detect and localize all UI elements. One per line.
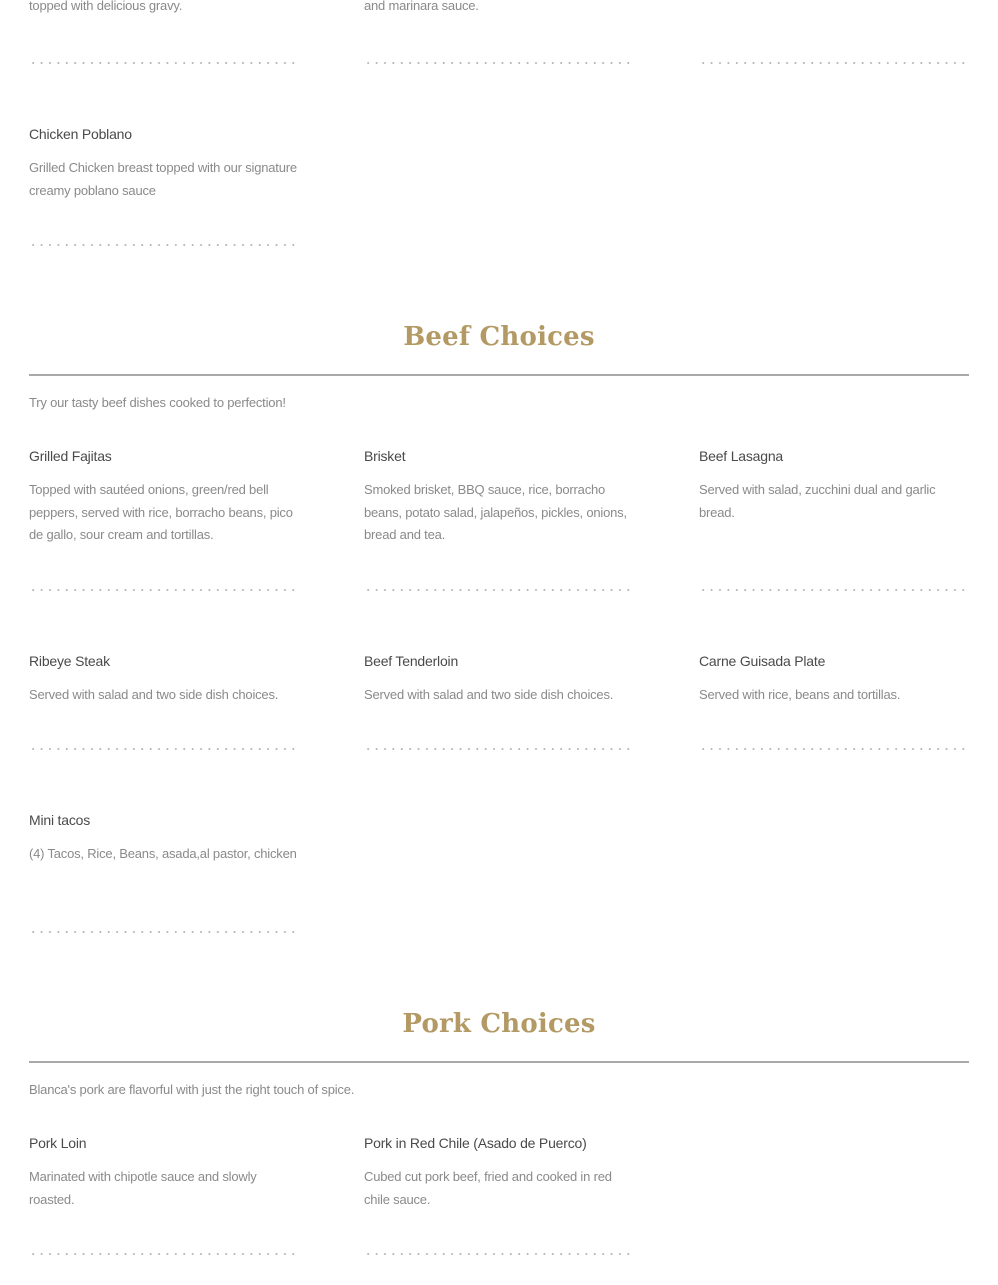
- item-divider-dots: [29, 931, 299, 933]
- item-divider-dots: [364, 1253, 634, 1255]
- menu-item-description: Served with rice, beans and tortillas.: [699, 687, 901, 702]
- menu-item-description: Smoked brisket, BBQ sauce, rice, borracho beans, potato salad, jalapeños, pickles, onions, bread and tea.: [364, 482, 627, 542]
- menu-item-name: Ribeye Steak: [29, 653, 110, 669]
- menu-item-beef-lasagna: [699, 447, 969, 524]
- section-title-beef: Beef Choices: [403, 322, 595, 352]
- item-divider-dots: [29, 589, 299, 591]
- menu-item-description: Served with salad, zucchini dual and garlic bread.: [699, 482, 936, 520]
- menu-item-description: Cubed cut pork beef, fried and cooked in red chile sauce.: [364, 1169, 612, 1207]
- item-divider-dots: [29, 1253, 299, 1255]
- item-divider-dots: [29, 244, 299, 246]
- menu-item-partial-2: [364, 0, 634, 18]
- menu-item-name: Pork Loin: [29, 1135, 87, 1151]
- section-title-pork: Pork Choices: [402, 1009, 596, 1039]
- item-divider-dots: [699, 748, 969, 750]
- item-divider-dots: [699, 62, 969, 64]
- menu-item-ribeye-steak: [29, 652, 299, 707]
- menu-item-description: and marinara sauce.: [364, 0, 479, 13]
- menu-item-carne-guisada-plate: [699, 652, 969, 707]
- menu-item-pork-red-chile: [364, 1134, 634, 1211]
- menu-item-name: Beef Tenderloin: [364, 653, 459, 669]
- menu-item-name: Carne Guisada Plate: [699, 653, 826, 669]
- menu-item-description: Grilled Chicken breast topped with our signature creamy poblano sauce: [29, 160, 297, 198]
- menu-item-description: Served with salad and two side dish choices.: [364, 687, 614, 702]
- menu-item-pork-loin: [29, 1134, 299, 1211]
- menu-item-chicken-poblano: [29, 125, 299, 202]
- section-divider: [29, 1061, 969, 1063]
- item-divider-dots: [29, 62, 299, 64]
- menu-item-partial-1: [29, 0, 299, 18]
- menu-item-description: Marinated with chipotle sauce and slowly roasted.: [29, 1169, 257, 1207]
- menu-item-brisket: [364, 447, 634, 547]
- menu-item-name: Beef Lasagna: [699, 448, 784, 464]
- section-intro-beef: Try our tasty beef dishes cooked to perfection!: [29, 395, 286, 410]
- menu-item-description: Topped with sautéed onions, green/red bell peppers, served with rice, borracho beans, pico de gallo, sour cream and tortillas.: [29, 482, 293, 542]
- item-divider-dots: [364, 589, 634, 591]
- menu-item-name: Pork in Red Chile (Asado de Puerco): [364, 1135, 587, 1151]
- menu-item-mini-tacos: [29, 811, 299, 866]
- menu-item-description: topped with delicious gravy.: [29, 0, 183, 13]
- menu-item-beef-tenderloin: [364, 652, 634, 707]
- menu-item-name: Grilled Fajitas: [29, 448, 112, 464]
- item-divider-dots: [364, 748, 634, 750]
- section-divider: [29, 374, 969, 376]
- menu-item-name: Mini tacos: [29, 812, 91, 828]
- menu-item-name: Chicken Poblano: [29, 126, 132, 142]
- item-divider-dots: [699, 589, 969, 591]
- item-divider-dots: [364, 62, 634, 64]
- item-divider-dots: [29, 748, 299, 750]
- menu-item-grilled-fajitas: [29, 447, 299, 547]
- menu-item-description: Served with salad and two side dish choices.: [29, 687, 279, 702]
- section-intro-pork: Blanca's pork are flavorful with just the right touch of spice.: [29, 1082, 355, 1097]
- menu-item-name: Brisket: [364, 448, 406, 464]
- menu-item-description: (4) Tacos, Rice, Beans, asada,al pastor, chicken: [29, 846, 297, 861]
